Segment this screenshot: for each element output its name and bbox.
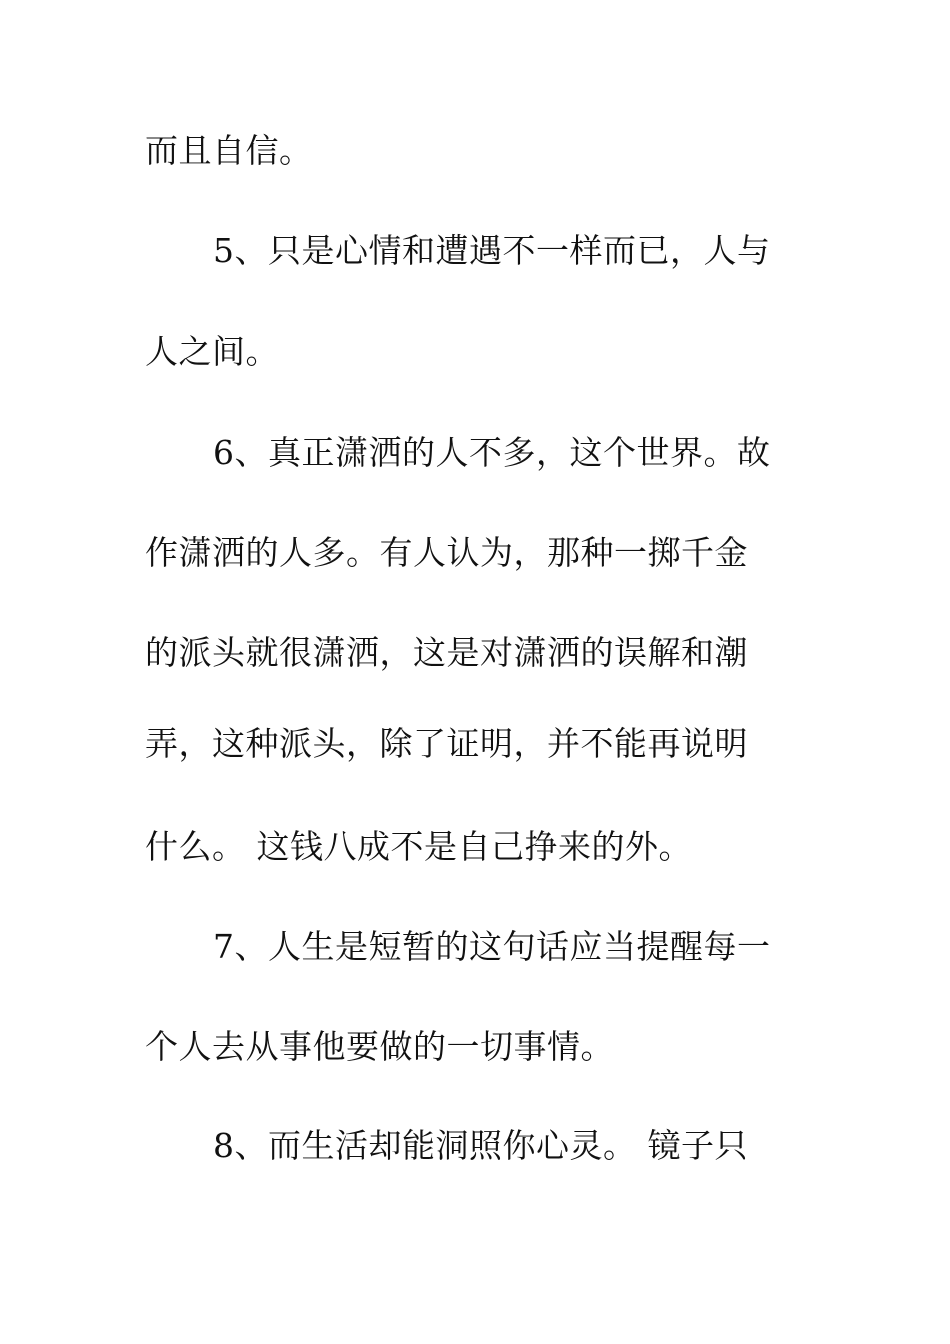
- paragraph-6-line-4: 弄，这种派头，除了证明，并不能再说明: [145, 724, 748, 763]
- text-line-1: 而且自信。: [145, 131, 313, 170]
- paragraph-7-line-2: 个人去从事他要做的一切事情。: [145, 1027, 614, 1066]
- paragraph-6-line-5: 什么。 这钱八成不是自己挣来的外。: [145, 827, 692, 866]
- paragraph-6-line-1: 6、真正潇洒的人不多，这个世界。故: [213, 433, 771, 472]
- paragraph-6-line-3: 的派头就很潇洒，这是对潇洒的误解和潮: [145, 633, 748, 672]
- paragraph-8-line-1: 8、而生活却能洞照你心灵。 镜子只: [213, 1126, 748, 1165]
- paragraph-6-line-2: 作潇洒的人多。有人认为，那种一掷千金: [145, 533, 748, 572]
- paragraph-5-line-1: 5、只是心情和遭遇不一样而已，人与: [213, 231, 771, 270]
- paragraph-7-line-1: 7、人生是短暂的这句话应当提醒每一: [213, 927, 771, 966]
- paragraph-5-line-2: 人之间。: [145, 332, 279, 371]
